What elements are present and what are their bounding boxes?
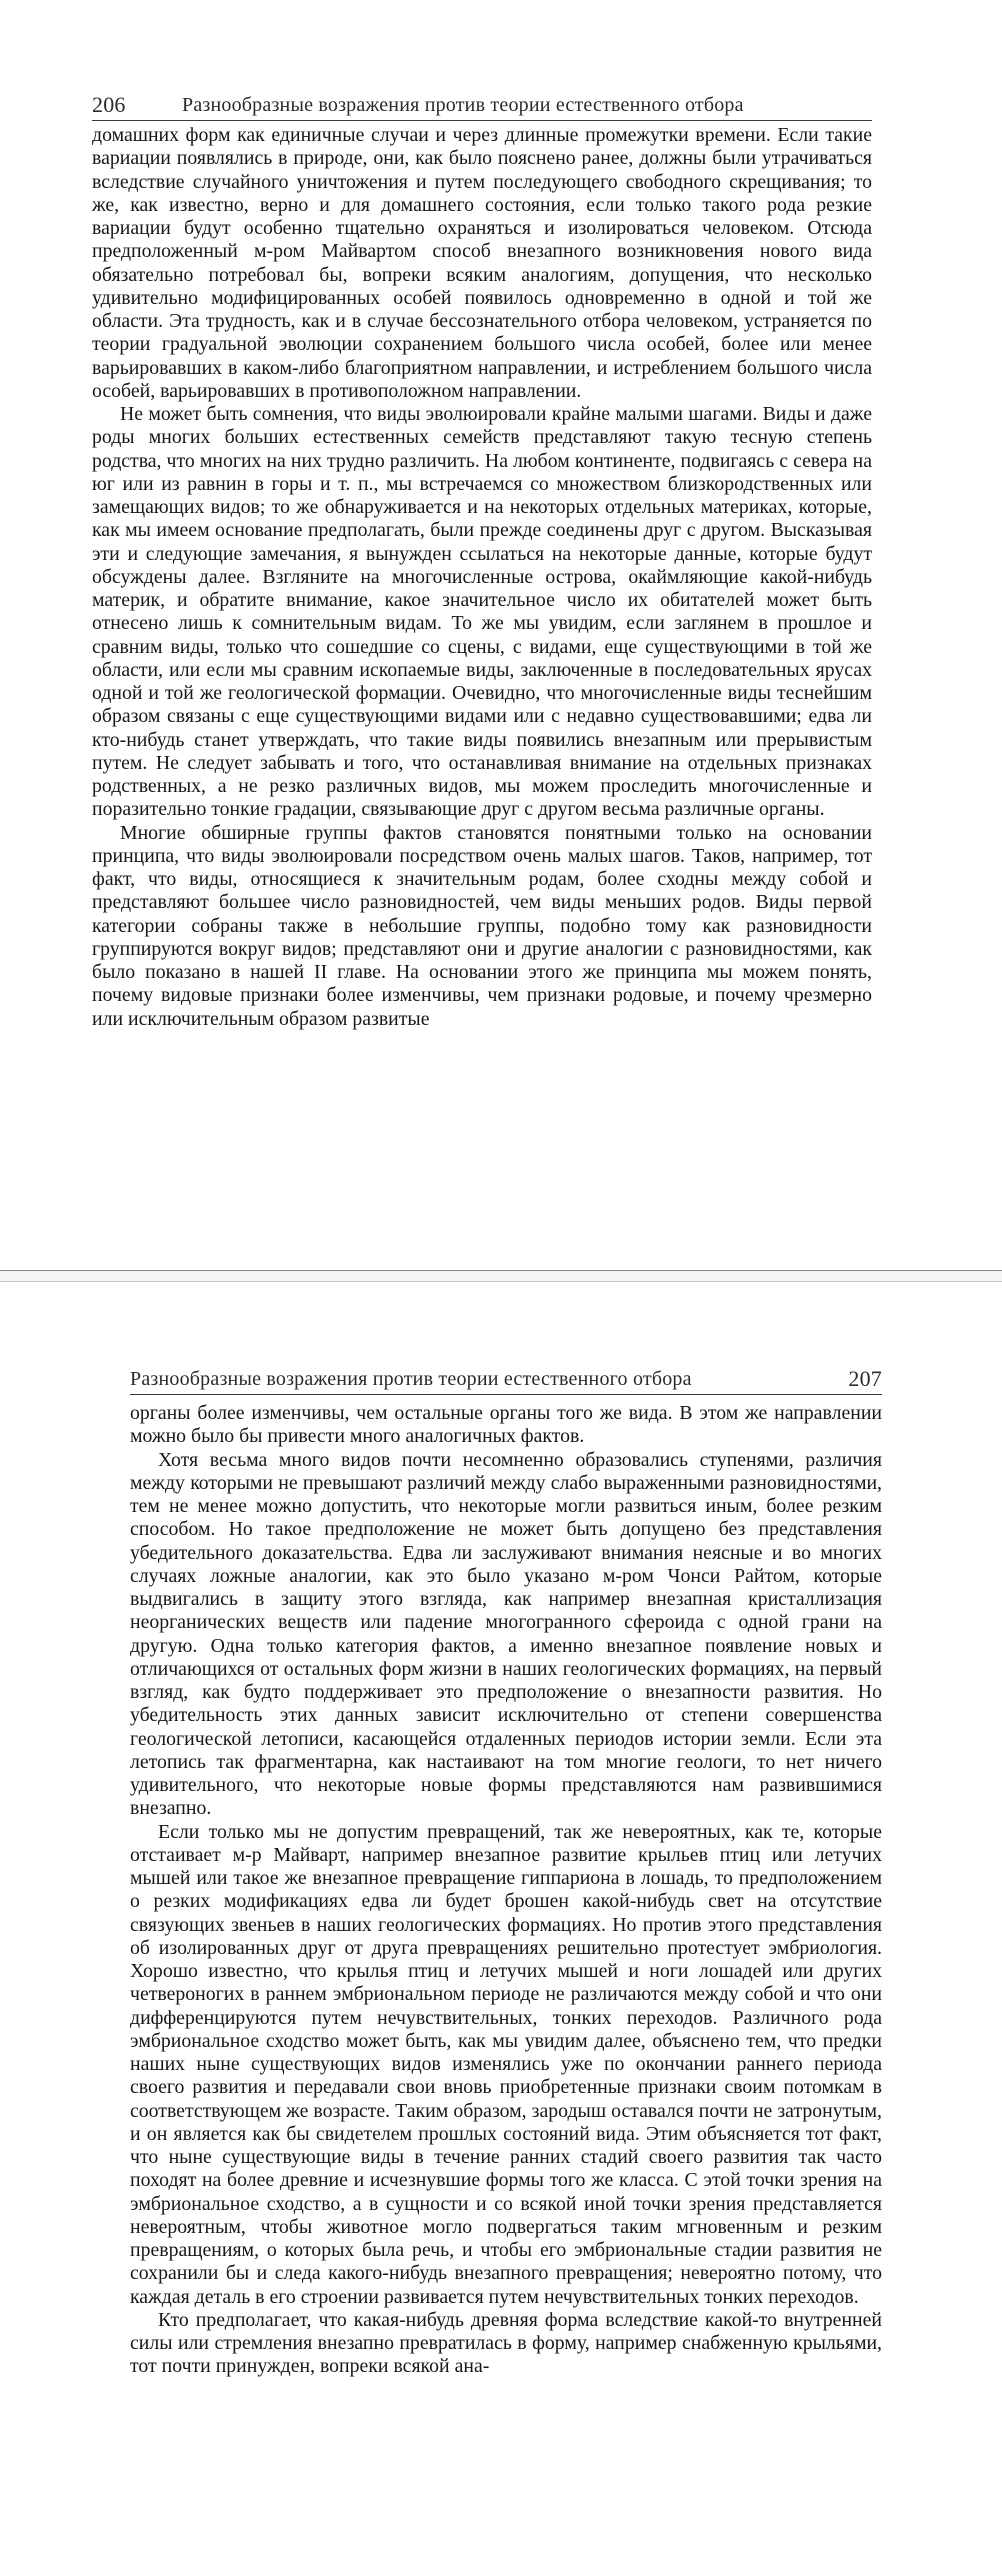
running-head bbox=[130, 1364, 882, 1395]
page-number: 206 bbox=[92, 92, 126, 117]
page-207 bbox=[0, 1282, 1002, 2554]
paragraph: Не может быть сомнения, что виды эволюировали крайне малыми шагами. Виды и даже роды многих больших естественных семейств представляют такую тесную степень родства, что многих на них трудно различить. На любом континенте, подвигаясь с севера на юг или из равнин в горы и т. п., мы встречаемся со множеством близкородственных или замещающих видов; то же обнаруживается и на некоторых отдельных материках, которые, как мы имеем основание предполагать, были прежде соединены друг с другом. Высказывая эти и следующие замечания, я вынужден ссылаться на некоторые данные, которые будут обсуждены далее. Взгляните на многочисленные острова, окаймляющие какой-нибудь материк, и обратите внимание, какое значительное число их обитателей может быть отнесено лишь к сомнительным видам. То же мы увидим, если заглянем в прошлое и сравним виды, только что сошедшие со сцены, с видами, еще существующими в той же области, или если мы сравним ископаемые виды, заключенные в последовательных ярусах одной и той же геологической формации. Очевидно, что многочисленные виды теснейшим образом связаны с еще существующими видами или с недавно существовавшими; едва ли кто-нибудь станет утверждать, что такие виды появились внезапным или прерывистым путем. Не следует забывать и того, что останавливая внимание на отдельных признаках родственных, а не резко различных видов, мы можем проследить многочисленные и поразительно тонкие градации, связывающие друг с другом весьма различные органы. bbox=[92, 403, 872, 821]
page-206 bbox=[0, 0, 1002, 1270]
body-text bbox=[130, 1402, 882, 2379]
paragraph: органы более изменчивы, чем остальные органы того же вида. В этом же направлении можно было бы привести много аналогичных фактов. bbox=[130, 1402, 882, 1448]
page-divider bbox=[0, 1270, 1002, 1282]
body-text bbox=[92, 124, 872, 1031]
page-number: 207 bbox=[848, 1366, 882, 1391]
paragraph: домашних форм как единичные случаи и через длинные промежутки времени. Если такие вариации появлялись в природе, они, как было пояснено ранее, должны были утрачиваться вследствие случайного уничтожения и путем последующего свободного скрещивания; то же, как известно, верно и для домашнего состояния, если только такого рода резкие вариации будут особенно тщательно охраняться и изолироваться человеком. Отсюда предположенный м-ром Майвартом способ внезапного возникновения нового вида обязательно потребовал бы, вопреки всяким аналогиям, допущения, что несколько удивительно модифицированных особей появилось одновременно в одной и той же области. Эта трудность, как и в случае бессознательного отбора человеком, устраняется по теории градуальной эволюции сохранением большого числа особей, более или менее варьировавших в каком-либо благоприятном направлении, и истреблением большого числа особей, варьировавших в противоположном направлении. bbox=[92, 124, 872, 402]
running-title: Разнообразные возражения против теории естественного отбора bbox=[130, 1368, 692, 1390]
running-head bbox=[92, 90, 872, 121]
paragraph: Многие обширные группы фактов становятся понятными только на основании принципа, что виды эволюировали посредством очень малых шагов. Таков, например, тот факт, что виды, относящиеся к значительным родам, более сходны между собой и представляют большее число разновидностей, чем виды меньших родов. Виды первой категории собраны также в небольшие группы, подобно тому как разновидности группируются вокруг видов; представляют они и другие аналогии с разновидностями, как было показано в нашей II главе. На основании этого же принципа мы можем понять, почему видовые признаки более изменчивы, чем признаки родовые, и почему чрезмерно или исключительным образом развитые bbox=[92, 821, 872, 1030]
paragraph: Кто предполагает, что какая-нибудь древняя форма вследствие какой-то внутренней силы или стремления внезапно превратилась в форму, например снабженную крыльями, тот почти принужден, вопреки всякой ана- bbox=[130, 2308, 882, 2378]
running-title: Разнообразные возражения против теории естественного отбора bbox=[182, 94, 744, 116]
paragraph: Если только мы не допустим превращений, так же невероятных, как те, которые отстаивает м-р Майварт, например внезапное развитие крыльев птиц или летучих мышей или такое же внезапное превращение гиппариона в лошадь, то предположением о резких модификациях едва ли будет брошен какой-нибудь свет на отсутствие связующих звеньев в наших геологических формациях. Но против этого представления об изолированных друг от друга превращениях решительно протестует эмбриология. Хорошо известно, что крылья птиц и летучих мышей и ноги лошадей или других четвероногих в раннем эмбриональном периоде не различаются между собой и что они дифференцируются путем нечувствительных, тонких переходов. Различного рода эмбриональное сходство может быть, как мы увидим далее, объяснено тем, что предки наших ныне существующих видов изменялись уже по окончании раннего периода своего развития и передавали свои вновь приобретенные признаки своим потомкам в соответствующем же возрасте. Таким образом, зародыш оставался почти не затронутым, и он является как бы свидетелем прошлых состояний вида. Этим объясняется тот факт, что ныне существующие виды в течение ранних стадий своего развития так часто походят на более древние и исчезнувшие формы того же класса. С этой точки зрения на эмбриональное сходство, а в сущности и со всякой иной точки зрения представляется невероятным, чтобы животное могло подвергаться таким мгновенным и резким превращениям, о которых была речь, и чтобы его эмбриональные стадии развития не сохранили бы и следа какого-нибудь внезапного превращения; невероятно потому, что каждая деталь в его строении развивается путем нечувствительных тонких переходов. bbox=[130, 1820, 882, 2308]
paragraph: Хотя весьма много видов почти несомненно образовались ступенями, различия между которыми не превышают различий между слабо выраженными разновидностями, тем не менее можно допустить, что некоторые могли развиться иным, более резким способом. Но такое предположение не может быть допущено без представления убедительного доказательства. Едва ли заслуживают внимания неясные и во многих случаях ложные аналогии, как это было указано м-ром Чонси Райтом, которые выдвигались в защиту этого взгляда, как например внезапная кристаллизация неорганических веществ или падение многогранного сфероида с одной грани на другую. Одна только категория фактов, а именно внезапное появление новых и отличающихся от остальных форм жизни в наших геологических формациях, на первый взгляд, как будто поддерживает это предположение о внезапности развития. Но убедительность этих данных зависит исключительно от степени совершенства геологической летописи, касающейся отдаленных периодов истории земли. Если эта летопись так фрагментарна, как настаивают на том многие геологи, то нет ничего удивительного, что некоторые новые формы представляются нам развившимися внезапно. bbox=[130, 1448, 882, 1820]
